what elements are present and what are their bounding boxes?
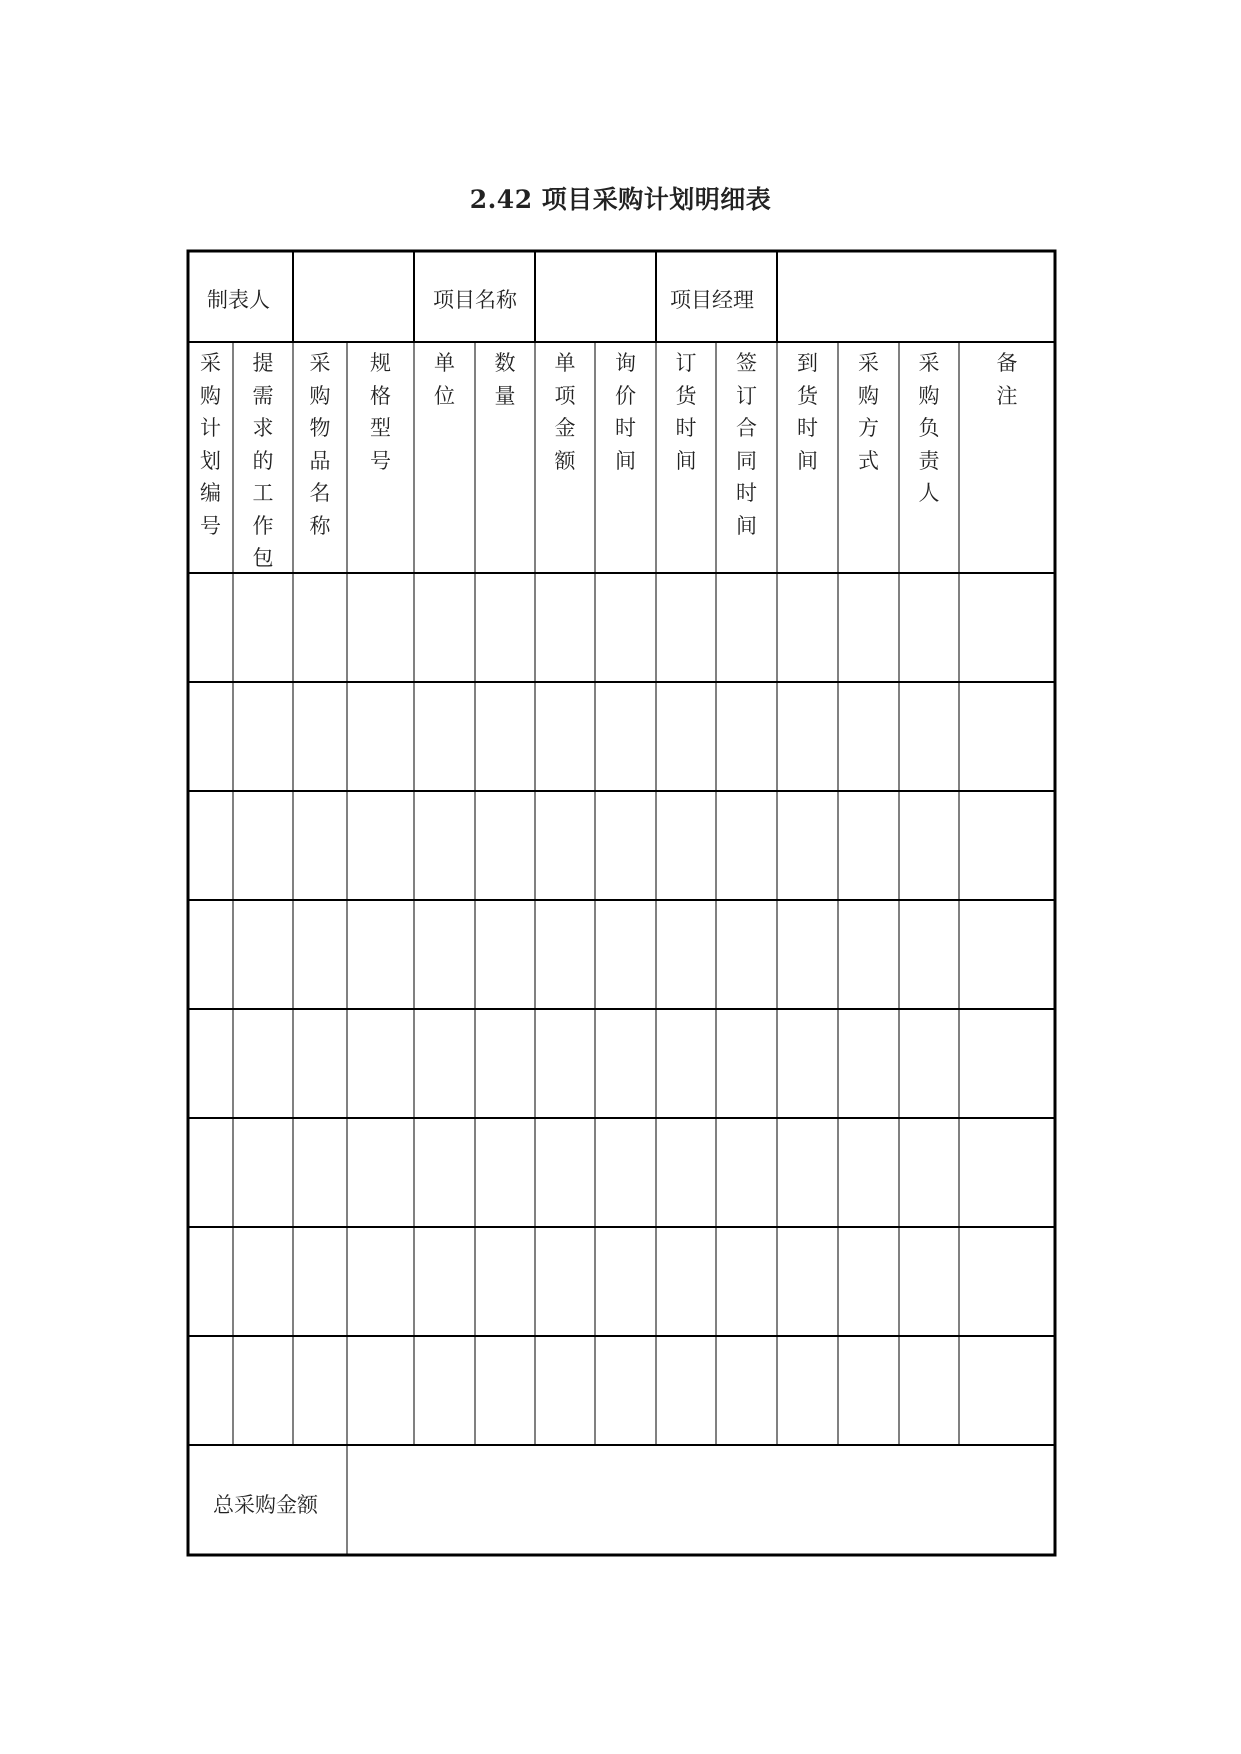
column-header: 备 注 [996, 351, 1018, 408]
table-cell[interactable] [962, 576, 1052, 679]
table-cell[interactable] [962, 1230, 1052, 1333]
table-cell[interactable] [417, 794, 472, 897]
table-cell[interactable] [659, 794, 713, 897]
table-cell[interactable] [478, 576, 532, 679]
table-cell[interactable] [841, 794, 896, 897]
table-cell[interactable] [780, 794, 835, 897]
table-cell[interactable] [598, 1339, 653, 1442]
table-cell[interactable] [417, 1339, 472, 1442]
table-cell[interactable] [719, 1339, 774, 1442]
table-cell[interactable] [538, 794, 592, 897]
table-cell[interactable] [902, 1012, 956, 1115]
table-cell[interactable] [296, 1339, 344, 1442]
table-cell[interactable] [538, 903, 592, 1006]
table-cell[interactable] [236, 903, 290, 1006]
table-cell[interactable] [350, 1012, 411, 1115]
table-cell[interactable] [538, 576, 592, 679]
table-cell[interactable] [902, 903, 956, 1006]
table-cell[interactable] [350, 794, 411, 897]
table-cell[interactable] [296, 576, 344, 679]
table-cell[interactable] [719, 1121, 774, 1224]
table-cell[interactable] [841, 1230, 896, 1333]
table-cell[interactable] [659, 1230, 713, 1333]
table-cell[interactable] [417, 903, 472, 1006]
table-cell[interactable] [902, 576, 956, 679]
column-header: 采 购 计 划 编 号 [200, 351, 221, 538]
table-cell[interactable] [962, 1012, 1052, 1115]
table-cell[interactable] [719, 685, 774, 788]
table-cell[interactable] [659, 1012, 713, 1115]
table-cell[interactable] [780, 1012, 835, 1115]
table-cell[interactable] [538, 1012, 592, 1115]
table-cell[interactable] [296, 903, 344, 1006]
table-cell[interactable] [296, 1121, 344, 1224]
table-cell[interactable] [780, 903, 835, 1006]
column-header: 签 订 合 同 时 间 [736, 351, 757, 538]
table-cell[interactable] [296, 685, 344, 788]
column-header: 到 货 时 间 [797, 351, 818, 473]
author-field[interactable] [298, 260, 408, 336]
table-cell[interactable] [417, 1012, 472, 1115]
column-header: 订 货 时 间 [675, 351, 697, 473]
table-cell[interactable] [841, 1339, 896, 1442]
table-cell[interactable] [841, 1121, 896, 1224]
column-header: 采 购 物 品 名 称 [309, 351, 331, 538]
table-cell[interactable] [659, 685, 713, 788]
table-cell[interactable] [191, 1121, 230, 1224]
column-header: 数 量 [494, 351, 516, 408]
table-cell[interactable] [350, 1230, 411, 1333]
table-cell[interactable] [538, 1339, 592, 1442]
table-cell[interactable] [598, 794, 653, 897]
table-cell[interactable] [902, 1339, 956, 1442]
table-cell[interactable] [417, 1121, 472, 1224]
table-cell[interactable] [598, 1230, 653, 1333]
table-cell[interactable] [191, 1339, 230, 1442]
table-cell[interactable] [191, 794, 230, 897]
table-cell[interactable] [191, 576, 230, 679]
table-cell[interactable] [902, 1230, 956, 1333]
table-cell[interactable] [659, 1339, 713, 1442]
project-manager-label: 项目经理 [670, 288, 754, 312]
table-cell[interactable] [962, 1339, 1052, 1442]
table-cell[interactable] [659, 1121, 713, 1224]
table-cell[interactable] [598, 903, 653, 1006]
column-header: 提 需 求 的 工 作 包 [252, 351, 274, 570]
table-cell[interactable] [780, 1121, 835, 1224]
table-cell[interactable] [417, 685, 472, 788]
table-cell[interactable] [780, 1339, 835, 1442]
column-header: 采 购 负 责 人 [918, 351, 940, 505]
table-cell[interactable] [296, 1012, 344, 1115]
table-cell[interactable] [350, 1339, 411, 1442]
table-cell[interactable] [719, 1012, 774, 1115]
table-cell[interactable] [962, 685, 1052, 788]
table-cell[interactable] [478, 903, 532, 1006]
table-cell[interactable] [236, 1012, 290, 1115]
table-cell[interactable] [598, 685, 653, 788]
table-cell[interactable] [191, 1230, 230, 1333]
table-cell[interactable] [478, 1339, 532, 1442]
table-cell[interactable] [598, 1121, 653, 1224]
author-label: 制表人 [207, 288, 270, 312]
table-cell[interactable] [962, 794, 1052, 897]
column-header: 单 项 金 额 [554, 351, 576, 473]
table-cell[interactable] [841, 903, 896, 1006]
table-cell[interactable] [478, 1230, 532, 1333]
project-manager-field[interactable] [782, 260, 1050, 336]
table-cell[interactable] [902, 685, 956, 788]
column-header: 询 价 时 间 [615, 351, 636, 473]
table-cell[interactable] [236, 685, 290, 788]
table-cell[interactable] [841, 685, 896, 788]
total-amount-label: 总采购金额 [213, 1493, 318, 1517]
table-cell[interactable] [538, 685, 592, 788]
table-cell[interactable] [478, 685, 532, 788]
table-cell[interactable] [191, 685, 230, 788]
table-cell[interactable] [719, 576, 774, 679]
table-cell[interactable] [350, 1121, 411, 1224]
table-cell[interactable] [191, 1012, 230, 1115]
table-cell[interactable] [296, 794, 344, 897]
table-cell[interactable] [902, 794, 956, 897]
table-cell[interactable] [296, 1230, 344, 1333]
project-name-label: 项目名称 [433, 288, 517, 312]
table-cell[interactable] [902, 1121, 956, 1224]
table-cell[interactable] [350, 685, 411, 788]
table-cell[interactable] [478, 794, 532, 897]
table-cell[interactable] [191, 903, 230, 1006]
table-cell[interactable] [780, 1230, 835, 1333]
table-cell[interactable] [962, 903, 1052, 1006]
total-amount-field[interactable] [352, 1450, 1050, 1550]
table-cell[interactable] [780, 685, 835, 788]
table-cell[interactable] [236, 1339, 290, 1442]
table-cell[interactable] [659, 576, 713, 679]
table-cell[interactable] [659, 903, 713, 1006]
table-cell[interactable] [719, 903, 774, 1006]
table-cell[interactable] [478, 1012, 532, 1115]
table-cell[interactable] [236, 576, 290, 679]
column-header: 采 购 方 式 [858, 351, 879, 473]
column-header: 规 格 型 号 [370, 351, 391, 473]
table-cell[interactable] [841, 1012, 896, 1115]
table-cell[interactable] [538, 1121, 592, 1224]
table-cell[interactable] [962, 1121, 1052, 1224]
table-cell[interactable] [236, 1121, 290, 1224]
table-cell[interactable] [841, 576, 896, 679]
table-cell[interactable] [598, 576, 653, 679]
table-cell[interactable] [719, 794, 774, 897]
table-cell[interactable] [350, 903, 411, 1006]
table-cell[interactable] [350, 576, 411, 679]
page-title: 2.42 项目采购计划明细表 [469, 185, 772, 214]
table-cell[interactable] [719, 1230, 774, 1333]
table-cell[interactable] [417, 576, 472, 679]
table-cell[interactable] [598, 1012, 653, 1115]
project-name-field[interactable] [540, 260, 650, 336]
table-cell[interactable] [236, 794, 290, 897]
table-cell[interactable] [417, 1230, 472, 1333]
table-cell[interactable] [538, 1230, 592, 1333]
column-header: 单 位 [434, 351, 455, 408]
table-cell[interactable] [780, 576, 835, 679]
table-cell[interactable] [478, 1121, 532, 1224]
table-cell[interactable] [236, 1230, 290, 1333]
